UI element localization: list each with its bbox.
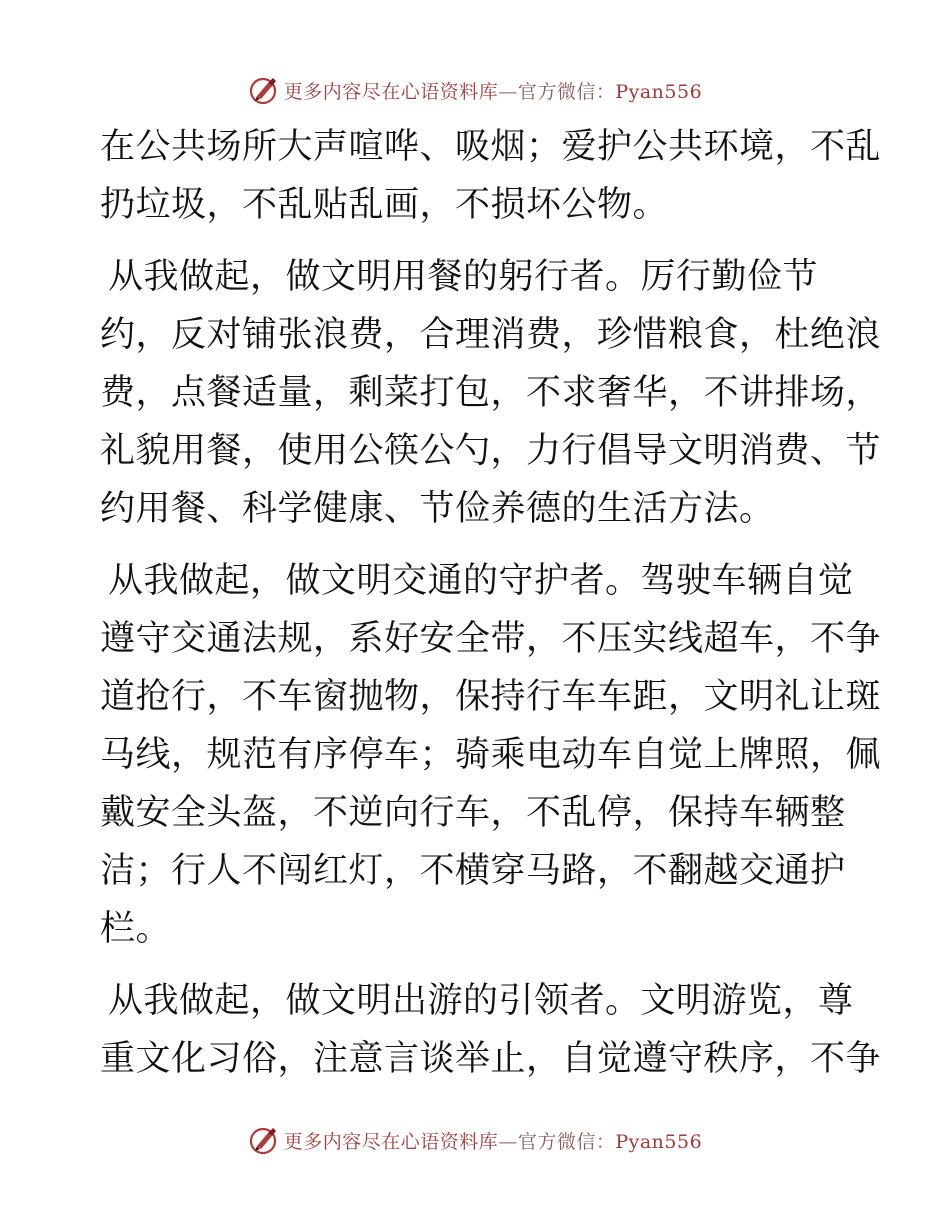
header-wechat-label: 官方微信： <box>517 80 616 103</box>
text-line: 道抢行，不车窗抛物，保持行车车距，文明礼让斑 <box>100 677 882 717</box>
text-line: 从我做起，做文明交通的守护者。驾驶车辆自觉 <box>108 561 854 601</box>
text-line: 在公共场所大声喧哗、吸烟；爱护公共环境，不乱 <box>100 127 882 167</box>
paragraph-4 <box>100 972 882 1088</box>
paragraph-1 <box>100 118 882 234</box>
text-line: 礼貌用餐，使用公筷公勺，力行倡导文明消费、节 <box>100 431 882 471</box>
text-line: 马线，规范有序停车；骑乘电动车自觉上牌照，佩 <box>100 735 882 775</box>
text-line: 栏。 <box>100 909 172 949</box>
header-banner <box>0 70 950 110</box>
header-site-text: 更多内容尽在心语资料库 <box>283 80 499 103</box>
footer-site-text: 更多内容尽在心语资料库 <box>283 1130 499 1153</box>
text-line: 从我做起，做文明出游的引领者。文明游览，尊 <box>108 981 854 1021</box>
text-line: 扔垃圾，不乱贴乱画，不损坏公物。 <box>100 185 669 225</box>
text-line: 从我做起，做文明用餐的躬行者。厉行勤俭节 <box>108 257 819 297</box>
text-line: 戴安全头盔，不逆向行车，不乱停，保持车辆整 <box>100 793 846 833</box>
pen-logo-icon <box>248 74 280 106</box>
pen-logo-icon <box>248 1124 280 1156</box>
text-line: 约用餐、科学健康、节俭养德的生活方法。 <box>100 489 775 529</box>
header-wechat-id: Pyan556 <box>615 80 703 103</box>
document-body <box>100 118 882 1088</box>
footer-wechat-id: Pyan556 <box>615 1130 703 1153</box>
footer-wechat-label: 官方微信： <box>517 1130 616 1153</box>
text-line: 费，点餐适量，剩菜打包，不求奢华，不讲排场， <box>100 373 882 413</box>
header-separator: — <box>498 80 518 103</box>
text-line: 约，反对铺张浪费，合理消费，珍惜粮食，杜绝浪 <box>100 315 882 355</box>
footer-separator: — <box>498 1130 518 1153</box>
text-line: 重文化习俗，注意言谈举止，自觉遵守秩序，不争 <box>100 1039 882 1079</box>
text-line: 洁；行人不闯红灯，不横穿马路，不翻越交通护 <box>100 851 846 891</box>
paragraph-3 <box>100 552 882 958</box>
text-line: 遵守交通法规，系好安全带，不压实线超车，不争 <box>100 619 882 659</box>
paragraph-2 <box>100 248 882 538</box>
footer-banner <box>0 1120 950 1160</box>
